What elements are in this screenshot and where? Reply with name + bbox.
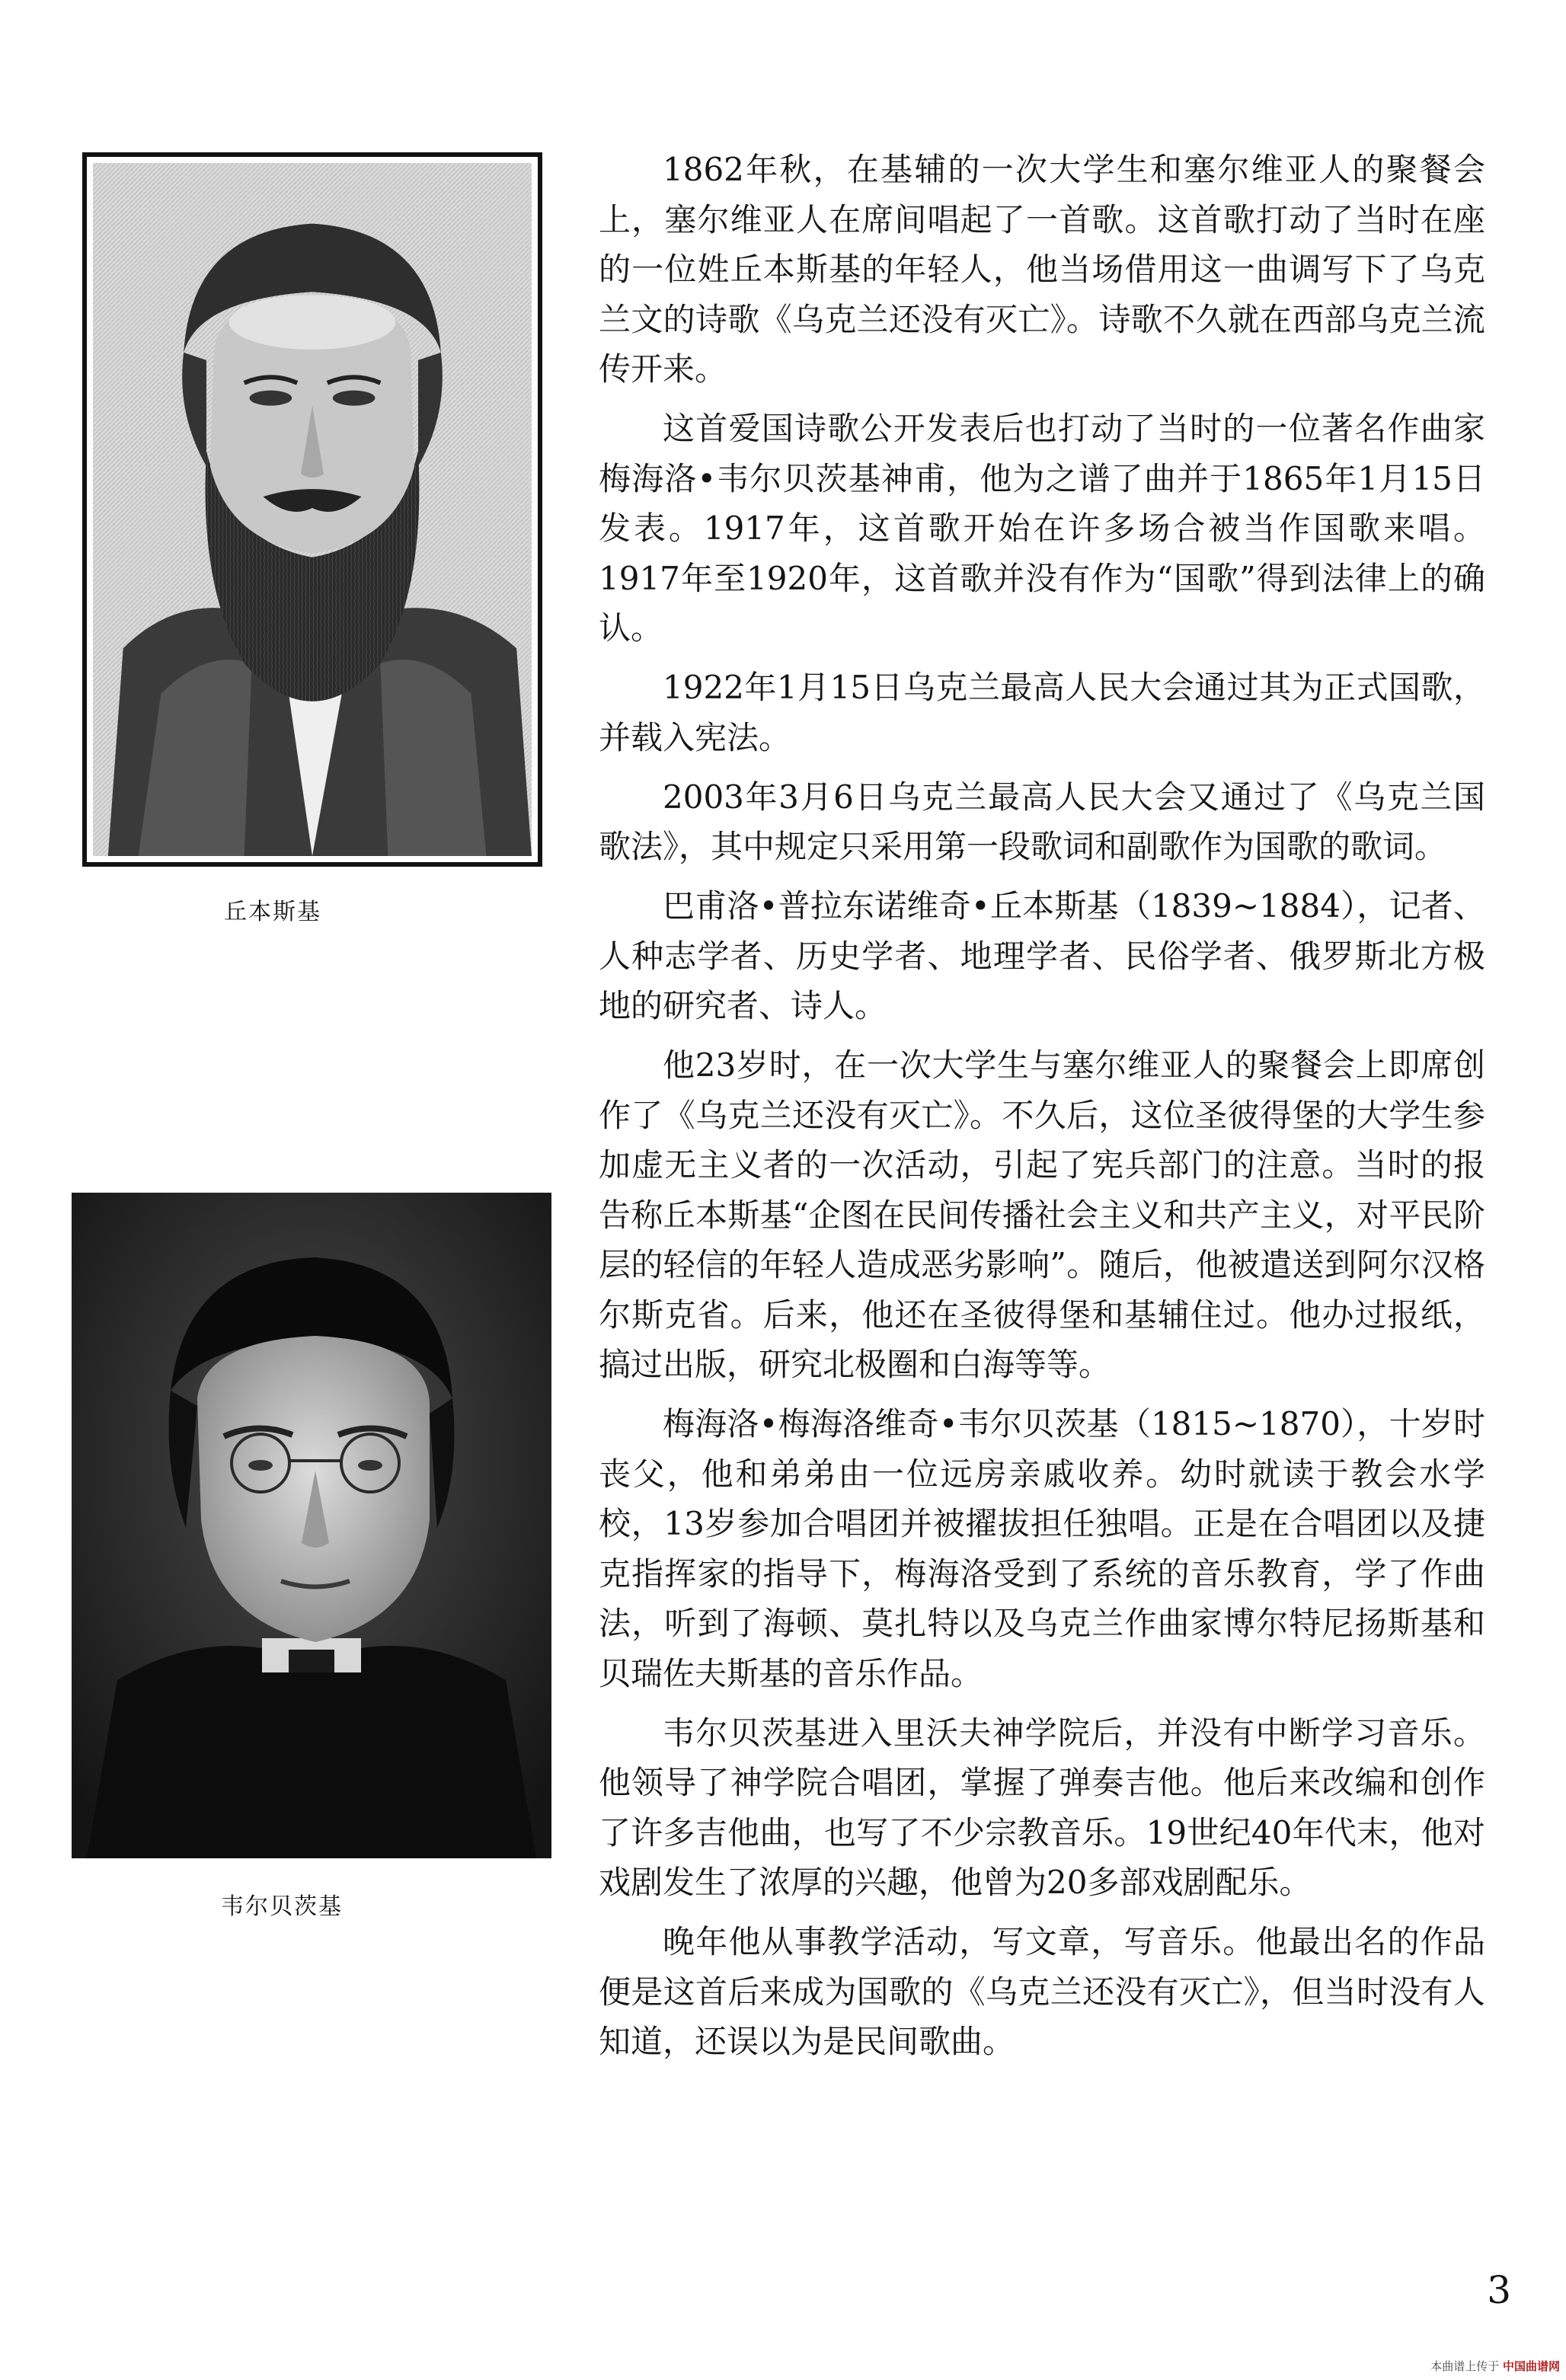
watermark bbox=[1430, 2358, 1560, 2374]
paragraph: 2003年3月6日乌克兰最高人民大会又通过了《乌克兰国歌法》，其中规定只采用第一段歌词和副歌作为国歌的歌词。 bbox=[599, 778, 1485, 865]
paragraph: 1922年1月15日乌克兰最高人民大会通过其为正式国歌，并载入宪法。 bbox=[599, 669, 1485, 756]
paragraph: 他23岁时，在一次大学生与塞尔维亚人的聚餐会上即席创作了《乌克兰还没有灭亡》。不久后，这位圣彼得堡的大学生参加虚无主义者的一次活动，引起了宪兵部门的注意。当时的报告称丘本斯基“企图在民间传播社会主义和共产主义，对平民阶层的轻信的年轻人造成恶劣影响”。随后，他被遣送到阿尔汉格尔斯克省。后来，他还在圣彼得堡和基辅住过。他办过报纸，搞过出版，研究北极圈和白海等等。 bbox=[599, 1046, 1485, 1383]
paragraph: 梅海洛•梅海洛维奇•韦尔贝茨基（1815~1870），十岁时丧父，他和弟弟由一位远房亲戚收养。幼时就读于教会水学校，13岁参加合唱团并被擢拔担任独唱。正是在合唱团以及捷克指挥家的指导下，梅海洛受到了系统的音乐教育，学了作曲法，听到了海顿、莫扎特以及乌克兰作曲家博尔特尼扬斯基和贝瑞佐夫斯基的音乐作品。 bbox=[599, 1405, 1485, 1692]
portrait-verbytsky bbox=[72, 1193, 551, 1858]
portrait-chubynsky-caption: 丘本斯基 bbox=[224, 899, 321, 925]
paragraph: 1862年秋，在基辅的一次大学生和塞尔维亚人的聚餐会上，塞尔维亚人在席间唱起了一首歌。这首歌打动了当时在座的一位姓丘本斯基的年轻人，他当场借用这一曲调写下了乌克兰文的诗歌《乌克兰还没有灭亡》。诗歌不久就在西部乌克兰流传开来。 bbox=[599, 151, 1485, 388]
portrait-chubynsky-image bbox=[93, 163, 532, 856]
portrait-verbytsky-caption: 韦尔贝茨基 bbox=[221, 1893, 343, 1920]
page-number: 3 bbox=[1487, 2268, 1511, 2312]
watermark-brand: 中国曲谱网 bbox=[1502, 2359, 1560, 2373]
paragraph: 巴甫洛•普拉东诺维奇•丘本斯基（1839~1884），记者、人种志学者、历史学者、地理学者、民俗学者、俄罗斯北方极地的研究者、诗人。 bbox=[599, 887, 1485, 1024]
watermark-prefix: 本曲谱上传于 bbox=[1430, 2359, 1500, 2373]
paragraph: 这首爱国诗歌公开发表后也打动了当时的一位著名作曲家梅海洛•韦尔贝茨基神甫，他为之谱了曲并于1865年1月15日发表。1917年，这首歌开始在许多场合被当作国歌来唱。1917年至1920年，这首歌并没有作为“国歌”得到法律上的确认。 bbox=[599, 410, 1485, 647]
portrait-verbytsky-image bbox=[72, 1193, 551, 1858]
paragraph: 韦尔贝茨基进入里沃夫神学院后，并没有中断学习音乐。他领导了神学院合唱团，掌握了弹奏吉他。他后来改编和创作了许多吉他曲，也写了不少宗教音乐。19世纪40年代末，他对戏剧发生了浓厚的兴趣，他曾为20多部戏剧配乐。 bbox=[599, 1714, 1485, 1901]
portrait-chubynsky bbox=[82, 152, 542, 867]
article-body bbox=[599, 145, 1485, 2076]
paragraph: 晚年他从事教学活动，写文章，写音乐。他最出名的作品便是这首后来成为国歌的《乌克兰还没有灭亡》，但当时没有人知道，还误以为是民间歌曲。 bbox=[599, 1923, 1485, 2060]
